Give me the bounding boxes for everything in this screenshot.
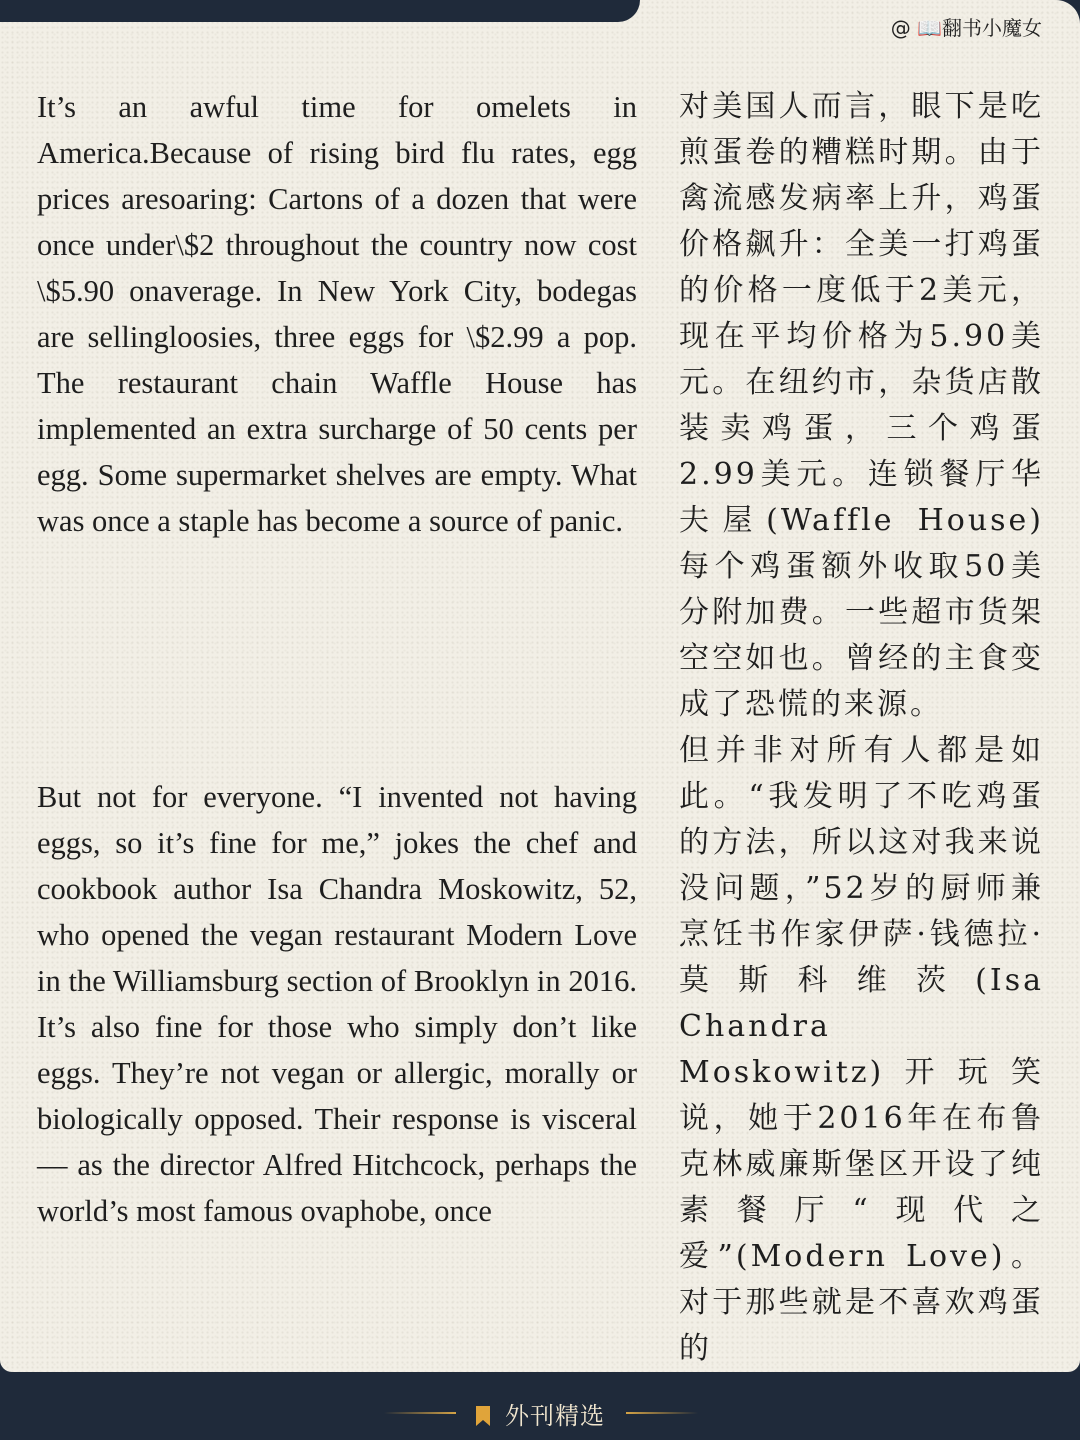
author-handle: @ 📖翻书小魔女: [890, 16, 1042, 40]
chinese-paragraph-2: 但并非对所有人都是如此。“我发明了不吃鸡蛋的方法，所以这对我来说没问题，”52岁的厨师兼烹饪书作家伊萨·钱德拉·莫斯科维茨(Isa Chandra Moskowitz)开玩笑说，她于2016年在布鲁克林威廉斯堡区开设了纯素餐厅“现代之爱”(Modern Love)。对于那些就是不喜欢鸡蛋的: [679, 733, 1044, 1366]
chinese-column: [679, 84, 1044, 1372]
footer-bar: [0, 1372, 1080, 1440]
top-tab-bar: [0, 0, 640, 22]
footer-label: 外刊精选: [505, 1402, 605, 1430]
footer-divider-right: [626, 1412, 698, 1414]
english-paragraph-2: But not for everyone. “I invented not having eggs, so it’s fine for me,” jokes the chef and cookbook author Isa Chandra Moskowitz, 52, who opened the vegan restaurant Modern Love in the Williamsburg section of Brooklyn in 2016. It’s also fine for those who simply don’t like eggs. They’re not vegan or allergic, morally or biologically opposed. Their response is visceral — as the director Alfred Hitchcock, perhaps the world’s most famous ovaphobe, once: [37, 780, 637, 1228]
english-paragraph-1: It’s an awful time for omelets in America.Because of rising bird flu rates, egg prices aresoaring: Cartons of a dozen that were once under\$2 throughout the country now cost \$5.90 onaverage. In New York City, bodegas are sellingloosies, three eggs for \$2.99 a pop. The restaurant chain Waffle House has implemented an extra surcharge of 50 cents per egg. Some supermarket shelves are empty. What was once a staple has become a source of panic.: [37, 90, 637, 538]
footer-title: [0, 1396, 1080, 1431]
chinese-paragraph-1: 对美国人而言，眼下是吃煎蛋卷的糟糕时期。由于禽流感发病率上升，鸡蛋价格飙升：全美一打鸡蛋的价格一度低于2美元，现在平均价格为5.90美元。在纽约市，杂货店散装卖鸡蛋，三个鸡蛋2.99美元。连锁餐厅华夫屋(Waffle House)每个鸡蛋额外收取50美分附加费。一些超市货架空空如也。曾经的主食变成了恐慌的来源。: [679, 89, 1044, 722]
english-column: [37, 84, 637, 1228]
bookmark-icon: [475, 1405, 491, 1427]
author-tag: [891, 12, 1042, 41]
